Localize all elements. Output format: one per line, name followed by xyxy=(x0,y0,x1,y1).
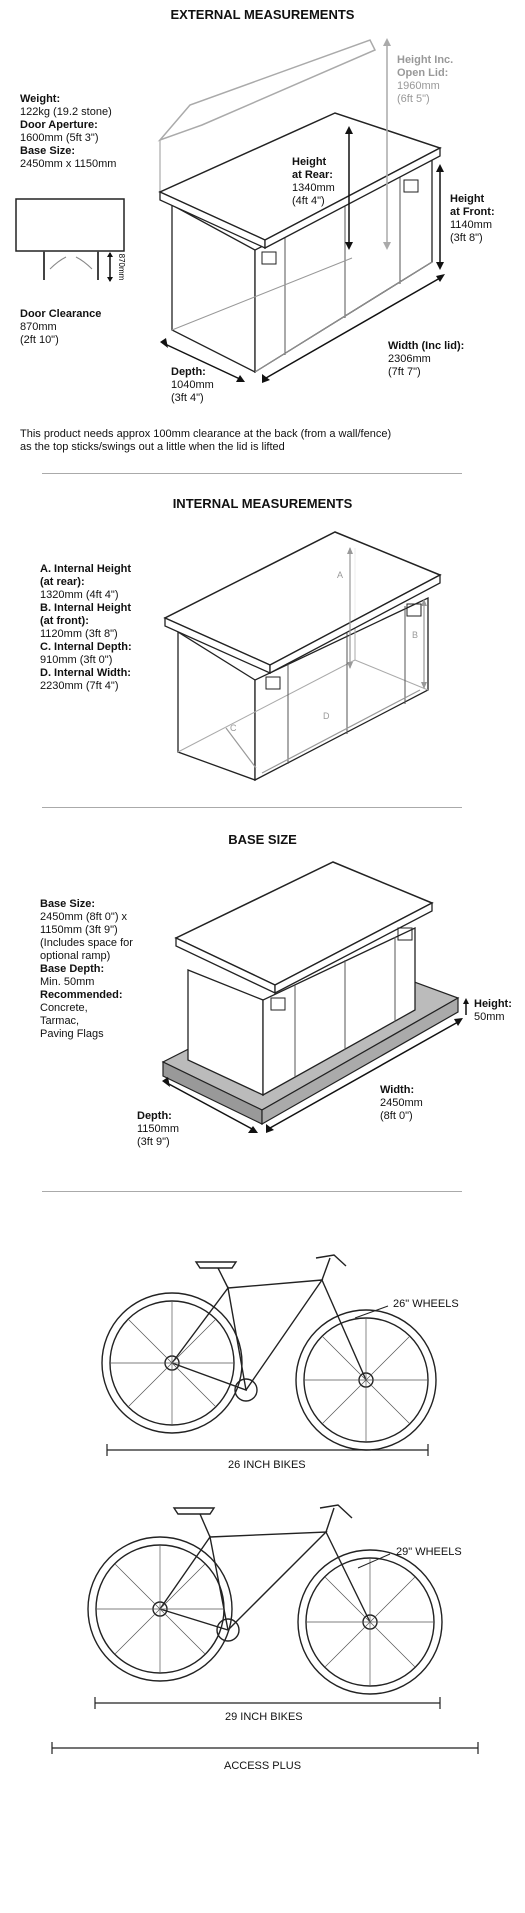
bikes-26-label: 26 INCH BIKES xyxy=(228,1459,306,1471)
width-ext-label: Width (Inc lid): xyxy=(388,340,465,352)
door-clearance-label: Door Clearance xyxy=(20,308,102,320)
base-depth-label: Base Depth: xyxy=(40,963,105,975)
door-dim-label: 870mm xyxy=(117,253,126,281)
access-plus-dimension xyxy=(0,1738,525,1758)
clearance-note-line1: This product needs approx 100mm clearance at the back (from a wall/fence) xyxy=(20,428,392,440)
height-open xyxy=(397,54,453,106)
height-open-label-2: Open Lid: xyxy=(397,67,449,79)
internal-c-label: C. Internal Depth: xyxy=(40,641,132,653)
internal-a-label-1: A. Internal Height xyxy=(40,563,132,575)
internal-d-label: D. Internal Width: xyxy=(40,667,131,679)
recommended-label: Recommended: xyxy=(40,989,123,1001)
base-size-line4: optional ramp) xyxy=(40,950,111,962)
height-open-label-1: Height Inc. xyxy=(397,54,454,66)
width-ext-ft: (7ft 7") xyxy=(388,366,421,378)
divider xyxy=(42,473,462,474)
base-depth2-ft: (3ft 9") xyxy=(137,1136,170,1148)
internal-a-label-2: (at rear): xyxy=(40,576,85,588)
width-ext-mm: 2306mm xyxy=(388,353,431,365)
base-size-line2: 1150mm (3ft 9") xyxy=(40,924,118,936)
internal-b-value: 1120mm (3ft 8") xyxy=(40,628,118,640)
internal-c-value: 910mm (3ft 0") xyxy=(40,654,113,666)
height-front-label-1: Height xyxy=(450,193,485,205)
height-rear-label-2: at Rear: xyxy=(292,169,333,181)
base-size-label: Base Size: xyxy=(40,898,96,910)
base-depth2-label: Depth: xyxy=(137,1110,172,1122)
base-width-ft: (8ft 0") xyxy=(380,1110,413,1122)
internal-shed-illustration xyxy=(0,525,525,795)
clearance-note-line2: as the top sticks/swings out a little when the lid is lifted xyxy=(20,441,285,453)
base-height-value: 50mm xyxy=(474,1011,505,1023)
bike-26-illustration xyxy=(0,1240,525,1470)
access-plus-label: ACCESS PLUS xyxy=(224,1760,302,1772)
height-open-ft: (6ft 5") xyxy=(397,93,430,105)
door-aperture-value: 1600mm (5ft 3") xyxy=(20,132,99,144)
base-illustration xyxy=(0,855,525,1155)
divider xyxy=(42,1191,462,1192)
height-rear-mm: 1340mm xyxy=(292,182,335,194)
wheels-29-label: 29" WHEELS xyxy=(396,1546,462,1558)
base-depth xyxy=(137,1110,179,1149)
height-front-mm: 1140mm xyxy=(450,219,492,231)
internal-b-label-1: B. Internal Height xyxy=(40,602,132,614)
bikes-29-label: 29 INCH BIKES xyxy=(225,1711,303,1723)
depth-ext xyxy=(171,366,214,405)
internal-d-value: 2230mm (7ft 4") xyxy=(40,680,119,692)
internal-b-label-2: (at front): xyxy=(40,615,89,627)
base-title: BASE SIZE xyxy=(228,832,297,847)
base-size-value: 2450mm x 1150mm xyxy=(20,158,117,170)
width-ext xyxy=(388,340,464,379)
height-open-mm: 1960mm xyxy=(397,80,440,92)
internal-letter-c: C xyxy=(230,723,237,733)
base-width-mm: 2450mm xyxy=(380,1097,423,1109)
clearance-note xyxy=(20,428,520,454)
depth-ext-label: Depth: xyxy=(171,366,206,378)
base-depth-value: Min. 50mm xyxy=(40,976,95,988)
base-height xyxy=(474,998,512,1024)
internal-letter-a: A xyxy=(337,570,344,580)
base-size-label: Base Size: xyxy=(20,145,76,157)
external-title: EXTERNAL MEASUREMENTS xyxy=(170,7,355,22)
internal-letter-d: D xyxy=(323,711,330,721)
weight-value: 122kg (19.2 stone) xyxy=(20,106,112,118)
divider xyxy=(42,807,462,808)
depth-ext-ft: (3ft 4") xyxy=(171,392,204,404)
base-size-line1: 2450mm (8ft 0") x xyxy=(40,911,128,923)
recommended-3: Paving Flags xyxy=(40,1028,104,1040)
recommended-2: Tarmac, xyxy=(40,1015,80,1027)
weight-label: Weight: xyxy=(20,93,61,105)
height-rear xyxy=(292,156,335,208)
base-height-label: Height: xyxy=(474,998,512,1010)
internal-a-value: 1320mm (4ft 4") xyxy=(40,589,119,601)
internal-title: INTERNAL MEASUREMENTS xyxy=(172,496,353,511)
bike-29-illustration xyxy=(0,1480,525,1730)
height-front-ft: (3ft 8") xyxy=(450,232,483,244)
door-aperture-label: Door Aperture: xyxy=(20,119,98,131)
depth-ext-mm: 1040mm xyxy=(171,379,214,391)
height-rear-label-1: Height xyxy=(292,156,327,168)
height-front-label-2: at Front: xyxy=(450,206,495,218)
door-clearance-ft: (2ft 10") xyxy=(20,334,59,346)
base-width xyxy=(380,1084,423,1123)
height-rear-ft: (4ft 4") xyxy=(292,195,325,207)
door-clearance-mm: 870mm xyxy=(20,321,57,333)
base-size-line3: (Includes space for xyxy=(40,937,133,949)
wheels-26-label: 26" WHEELS xyxy=(393,1298,459,1310)
height-front xyxy=(450,193,495,245)
base-depth2-mm: 1150mm xyxy=(137,1123,179,1135)
recommended-1: Concrete, xyxy=(40,1002,88,1014)
base-width-label: Width: xyxy=(380,1084,415,1096)
internal-letter-b: B xyxy=(412,630,419,640)
